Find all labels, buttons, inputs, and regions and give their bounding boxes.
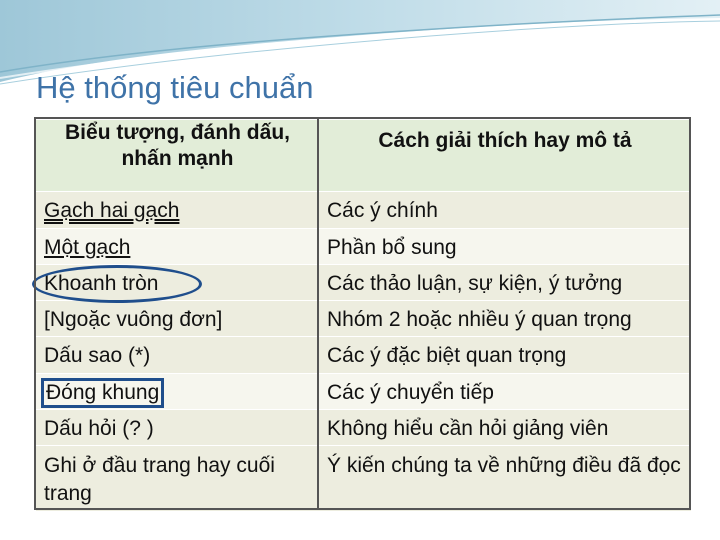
- cell-meaning: Phần bổ sung: [327, 236, 457, 259]
- cell-symbol: Ghi ở đầu trang hay cuối trang: [44, 454, 275, 505]
- cell-symbol: Đóng khung: [41, 378, 164, 408]
- cell-symbol: [Ngoặc vuông đơn]: [44, 308, 223, 331]
- cell-symbol: Dấu hỏi (? ): [44, 417, 154, 440]
- table-row: [36, 192, 691, 229]
- page-title: Hệ thống tiêu chuẩn: [36, 70, 314, 105]
- table-row: [36, 374, 691, 410]
- cell-meaning: Ý kiến chúng ta về những điều đã đọc: [327, 454, 681, 477]
- table-row: [36, 337, 691, 374]
- table-header-row: [36, 120, 691, 192]
- table-row: [36, 410, 691, 446]
- cell-symbol: Dấu sao (*): [44, 344, 151, 367]
- table-row: [36, 229, 691, 265]
- column-header-symbol: Biểu tượng, đánh dấu, nhấn mạnh: [36, 120, 319, 192]
- table-row: [36, 446, 691, 512]
- cell-symbol: Gạch hai gạch: [44, 199, 180, 222]
- cell-meaning: Các ý chính: [327, 199, 438, 222]
- column-header-meaning: Cách giải thích hay mô tả: [319, 120, 691, 192]
- table-row: [36, 265, 691, 301]
- cell-symbol: Khoanh tròn: [44, 272, 159, 295]
- cell-symbol: Một gạch: [44, 236, 131, 259]
- standards-table: [36, 119, 691, 512]
- cell-meaning: Không hiểu cần hỏi giảng viên: [327, 417, 609, 440]
- cell-meaning: Các thảo luận, sự kiện, ý tưởng: [327, 272, 623, 295]
- column-divider: [317, 119, 319, 510]
- circle-mark: [32, 265, 202, 303]
- cell-meaning: Nhóm 2 hoặc nhiều ý quan trọng: [327, 308, 632, 331]
- cell-meaning: Các ý chuyển tiếp: [327, 381, 494, 404]
- table-row: [36, 301, 691, 337]
- cell-meaning: Các ý đặc biệt quan trọng: [327, 344, 567, 367]
